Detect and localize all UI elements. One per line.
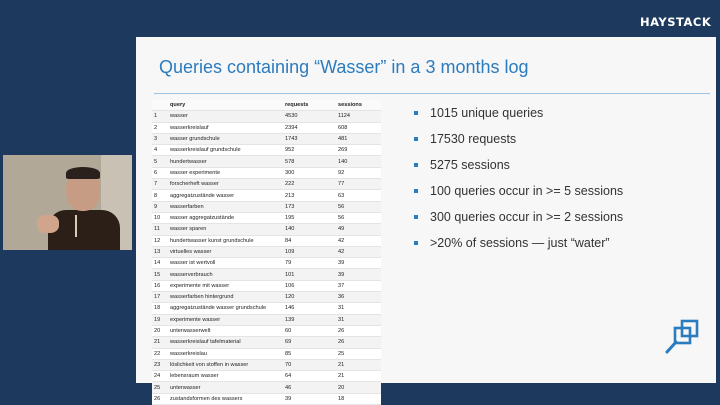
sessions-count: 49 [336, 224, 381, 235]
query-text: wasserverbrauch [168, 269, 283, 280]
speaker-webcam [3, 155, 132, 250]
query-text: wasserfarben [168, 201, 283, 212]
table-row [152, 280, 381, 291]
speaker-hand [37, 215, 59, 233]
table-row [152, 269, 381, 280]
requests-count: 120 [283, 292, 336, 303]
table-row [152, 167, 381, 178]
sessions-count: 39 [336, 269, 381, 280]
row-index: 11 [152, 224, 168, 235]
requests-count: 578 [283, 156, 336, 167]
bullet-text: 5275 sessions [430, 158, 510, 172]
sessions-count: 42 [336, 246, 381, 257]
requests-count: 222 [283, 179, 336, 190]
requests-count: 69 [283, 337, 336, 348]
query-text: wasserkreislauf [168, 122, 283, 133]
table-body [152, 111, 381, 405]
table-row [152, 348, 381, 359]
requests-count: 146 [283, 303, 336, 314]
row-index: 10 [152, 212, 168, 223]
table-row [152, 337, 381, 348]
requests-count: 84 [283, 235, 336, 246]
sessions-count: 31 [336, 303, 381, 314]
sessions-count: 37 [336, 280, 381, 291]
query-text: unterwasser [168, 382, 283, 393]
table-row [152, 179, 381, 190]
sessions-count: 25 [336, 348, 381, 359]
bullet-item [414, 157, 623, 183]
requests-count: 109 [283, 246, 336, 257]
row-index: 13 [152, 246, 168, 257]
table-row [152, 122, 381, 133]
requests-count: 1743 [283, 133, 336, 144]
requests-count: 300 [283, 167, 336, 178]
query-text: forscherheft wasser [168, 179, 283, 190]
row-index: 6 [152, 167, 168, 178]
table-row [152, 246, 381, 257]
bullet-text: 1015 unique queries [430, 106, 544, 120]
table-row [152, 212, 381, 223]
table-row [152, 359, 381, 370]
sessions-count: 92 [336, 167, 381, 178]
row-index: 19 [152, 314, 168, 325]
sessions-count: 20 [336, 382, 381, 393]
magnifier-squares-icon [664, 317, 704, 357]
speaker-shirt [48, 210, 120, 250]
table-row [152, 382, 381, 393]
row-index: 9 [152, 201, 168, 212]
slide-title: Queries containing “Wasser” in a 3 months log [159, 57, 529, 77]
sessions-count: 269 [336, 145, 381, 156]
table-row [152, 393, 381, 404]
table-row [152, 325, 381, 336]
query-text: wasserkreislauf tafelmaterial [168, 337, 283, 348]
query-text: wasser experimente [168, 167, 283, 178]
row-index: 17 [152, 292, 168, 303]
row-index: 8 [152, 190, 168, 201]
column-header-requests: requests [283, 100, 336, 111]
query-text: unterwasserwelt [168, 325, 283, 336]
table-row [152, 190, 381, 201]
requests-count: 173 [283, 201, 336, 212]
row-index: 7 [152, 179, 168, 190]
query-text: experimente wasser [168, 314, 283, 325]
requests-count: 60 [283, 325, 336, 336]
row-index: 12 [152, 235, 168, 246]
table-row [152, 145, 381, 156]
query-text: experimente mit wasser [168, 280, 283, 291]
sessions-count: 77 [336, 179, 381, 190]
summary-bullets [414, 105, 623, 261]
query-text: wasser aggregatzustände [168, 212, 283, 223]
row-index: 15 [152, 269, 168, 280]
query-text: wasserkreislau [168, 348, 283, 359]
sessions-count: 26 [336, 325, 381, 336]
sessions-count: 481 [336, 133, 381, 144]
sessions-count: 26 [336, 337, 381, 348]
table-row [152, 224, 381, 235]
query-text: löslichkeit von stoffen in wasser [168, 359, 283, 370]
bullet-item [414, 105, 623, 131]
bullet-marker-icon [414, 137, 418, 141]
sessions-count: 63 [336, 190, 381, 201]
row-index: 2 [152, 122, 168, 133]
sessions-count: 42 [336, 235, 381, 246]
bullet-item [414, 183, 623, 209]
requests-count: 64 [283, 371, 336, 382]
requests-count: 101 [283, 269, 336, 280]
bullet-text: 100 queries occur in >= 5 sessions [430, 184, 624, 198]
query-table [152, 100, 381, 405]
row-index: 18 [152, 303, 168, 314]
bullet-marker-icon [414, 111, 418, 115]
sessions-count: 21 [336, 371, 381, 382]
row-index: 24 [152, 371, 168, 382]
requests-count: 2394 [283, 122, 336, 133]
bullet-text: 17530 requests [430, 132, 517, 146]
table-row [152, 292, 381, 303]
query-text: wasserkreislauf grundschule [168, 145, 283, 156]
query-text: aggregatzustände wasser grundschule [168, 303, 283, 314]
table-row [152, 303, 381, 314]
requests-count: 85 [283, 348, 336, 359]
row-index: 16 [152, 280, 168, 291]
row-index: 4 [152, 145, 168, 156]
column-header-query: query [168, 100, 283, 111]
bullet-marker-icon [414, 241, 418, 245]
requests-count: 952 [283, 145, 336, 156]
table-row [152, 258, 381, 269]
bullet-text: 300 queries occur in >= 2 sessions [430, 210, 624, 224]
table-row [152, 133, 381, 144]
column-header-sessions: sessions [336, 100, 381, 111]
sessions-count: 1124 [336, 111, 381, 122]
bullet-marker-icon [414, 215, 418, 219]
bullet-marker-icon [414, 189, 418, 193]
sessions-count: 36 [336, 292, 381, 303]
requests-count: 4530 [283, 111, 336, 122]
sessions-count: 18 [336, 393, 381, 404]
row-index: 21 [152, 337, 168, 348]
query-text: wasser grundschule [168, 133, 283, 144]
table-row [152, 235, 381, 246]
presentation-slide [136, 37, 716, 402]
query-text: wasser ist wertvoll [168, 258, 283, 269]
table-row [152, 156, 381, 167]
requests-count: 195 [283, 212, 336, 223]
table-row [152, 314, 381, 325]
sessions-count: 39 [336, 258, 381, 269]
column-header-index [152, 100, 168, 111]
speaker-hair [66, 167, 100, 179]
row-index: 5 [152, 156, 168, 167]
requests-count: 139 [283, 314, 336, 325]
row-index: 14 [152, 258, 168, 269]
sessions-count: 56 [336, 212, 381, 223]
bullet-item [414, 209, 623, 235]
query-text: wasser [168, 111, 283, 122]
sessions-count: 608 [336, 122, 381, 133]
sessions-count: 56 [336, 201, 381, 212]
requests-count: 140 [283, 224, 336, 235]
query-text: wasser sparen [168, 224, 283, 235]
row-index: 20 [152, 325, 168, 336]
requests-count: 213 [283, 190, 336, 201]
row-index: 25 [152, 382, 168, 393]
bullet-marker-icon [414, 163, 418, 167]
requests-count: 106 [283, 280, 336, 291]
row-index: 3 [152, 133, 168, 144]
bullet-item [414, 131, 623, 157]
table-row [152, 111, 381, 122]
sessions-count: 140 [336, 156, 381, 167]
table-header-row [152, 100, 381, 111]
query-text: lebensraum wasser [168, 371, 283, 382]
query-text: wasserfarben hintergrund [168, 292, 283, 303]
requests-count: 70 [283, 359, 336, 370]
table-row [152, 371, 381, 382]
query-text: zustandsformen des wassers [168, 393, 283, 404]
query-text: virtuelles wasser [168, 246, 283, 257]
query-text: hundertwasser kunst grundschule [168, 235, 283, 246]
row-index: 23 [152, 359, 168, 370]
query-text: hundertwasser [168, 156, 283, 167]
sessions-count: 21 [336, 359, 381, 370]
query-text: aggregatzustände wasser [168, 190, 283, 201]
bullet-text: >20% of sessions — just “water” [430, 236, 610, 250]
table-row [152, 201, 381, 212]
requests-count: 46 [283, 382, 336, 393]
sessions-count: 31 [336, 314, 381, 325]
brand-logo-text: HAYSTACK [640, 15, 712, 29]
requests-count: 39 [283, 393, 336, 404]
query-table-container [152, 100, 381, 405]
row-index: 26 [152, 393, 168, 404]
title-divider [154, 93, 710, 94]
headset-mic [75, 215, 77, 237]
bullet-item [414, 235, 623, 261]
requests-count: 79 [283, 258, 336, 269]
row-index: 1 [152, 111, 168, 122]
row-index: 22 [152, 348, 168, 359]
